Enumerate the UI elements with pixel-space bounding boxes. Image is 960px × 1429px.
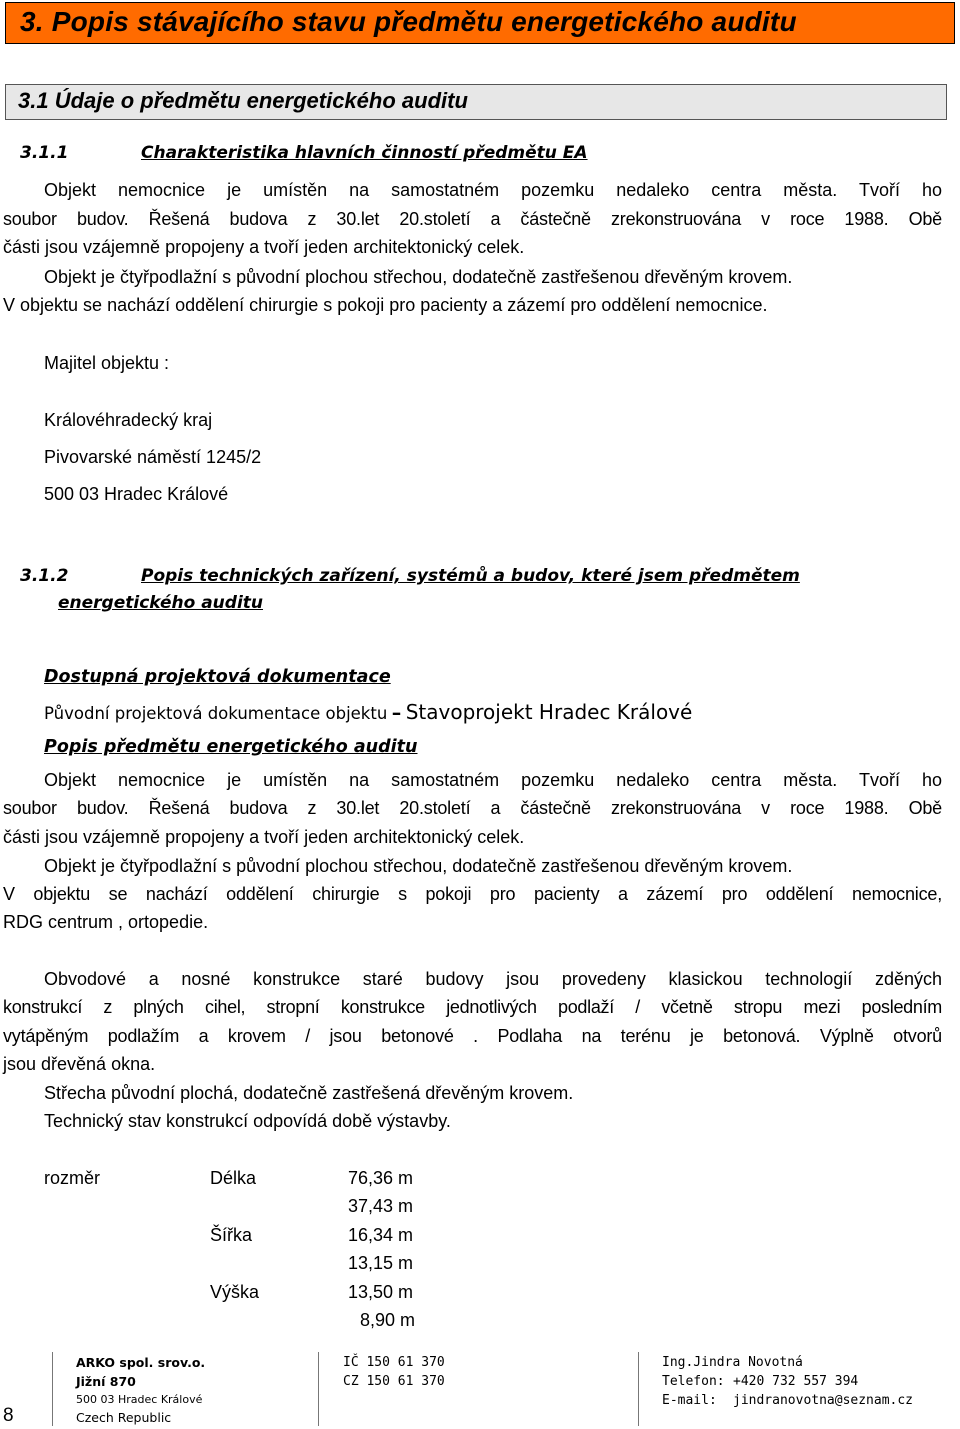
dimension-label-width: Šířka [210,1225,253,1245]
owner-name: Královéhradecký kraj [44,410,213,430]
dimension-value: 13,50 m [348,1282,414,1302]
documentation-author: Stavoprojekt Hradec Králové [405,700,693,724]
paragraph-line: soubor budov. Řešená budova z 30.let 20.století a částečně zrekonstruována v roce 1988. Obě [3,798,942,818]
dimension-value: 16,34 m [348,1225,414,1245]
paragraph-line: části jsou vzájemně propojeny a tvoří jeden architektonický celek. [3,237,525,257]
dimension-value: 13,15 m [348,1253,414,1273]
dimension-value: 8,90 m [360,1310,416,1330]
subsection-title-line2: energetického auditu [58,593,264,613]
footer-cz: CZ 150 61 370 [343,1374,445,1389]
paragraph-line: Objekt je čtyřpodlažní s původní plochou střechou, dodatečně zastřešenou dřevěným krovem. [44,267,793,287]
footer-divider [318,1352,319,1426]
footer-street: Jižní 870 [76,1374,136,1389]
dimensions-label: rozměr [44,1168,101,1188]
paragraph-line: Objekt je čtyřpodlažní s původní plochou střechou, dodatečně zastřešenou dřevěným krovem. [44,856,793,876]
paragraph-line: V objektu se nachází oddělení chirurgie s pokoji pro pacienty a zázemí pro oddělení nemocnice. [3,295,768,315]
dimension-value: 37,43 m [348,1196,414,1216]
paragraph-line: soubor budov. Řešená budova z 30.let 20.století a částečně zrekonstruována v roce 1988. Obě [3,209,942,229]
section-heading: 3.1 Údaje o předmětu energetického auditu [18,88,468,113]
subsection-number: 3.1.2 [20,566,69,586]
paragraph-line: vytápěným podlažím a krovem / jsou betonové . Podlaha na terénu je betonová. Výplně otvorů [3,1026,942,1046]
paragraph-line: Objekt nemocnice je umístěn na samostatném pozemku nedaleko centra města. Tvoří ho [44,180,942,200]
subsection-title-line1: Popis technických zařízení, systémů a budov, které jsem předmětem [141,566,800,586]
footer-city: 500 03 Hradec Králové [76,1393,203,1406]
documentation-line [44,700,692,724]
paragraph-line: části jsou vzájemně propojeny a tvoří jeden architektonický celek. [3,827,525,847]
description-heading: Popis předmětu energetického auditu [44,737,418,757]
paragraph-line: Technický stav konstrukcí odpovídá době výstavby. [44,1111,451,1131]
documentation-heading: Dostupná projektová dokumentace [44,667,391,687]
paragraph-line: konstrukcí z plných cihel, stropní konstrukce jednotlivých podlaží / včetně stropu mezi posledním [3,997,942,1017]
chapter-heading: 3. Popis stávajícího stavu předmětu energetického auditu [20,6,797,37]
paragraph-line: Střecha původní plochá, dodatečně zastřešená dřevěným krovem. [44,1083,574,1103]
footer-divider [638,1352,639,1426]
footer-company: ARKO spol. srov.o. [76,1355,206,1370]
subsection-title: Charakteristika hlavních činností předmětu EA [141,143,588,163]
dimension-label-height: Výška [210,1282,260,1302]
footer-contact-name: Ing.Jindra Novotná [662,1355,803,1370]
documentation-text: Původní projektová dokumentace objektu [44,704,388,723]
footer-email: jindranovotna@seznam.cz [733,1393,914,1408]
documentation-dash: – [391,702,402,724]
footer-divider [52,1352,53,1426]
footer-phone: +420 732 557 394 [733,1374,859,1389]
owner-city: 500 03 Hradec Králové [44,484,229,504]
paragraph-line: Objekt nemocnice je umístěn na samostatném pozemku nedaleko centra města. Tvoří ho [44,770,942,790]
paragraph-line: Obvodové a nosné konstrukce staré budovy jsou provedeny klasickou technologií zděných [44,969,942,989]
paragraph-line: RDG centrum , ortopedie. [3,912,209,932]
paragraph-line: V objektu se nachází oddělení chirurgie s pokoji pro pacienty a zázemí pro oddělení nemocnice, [3,884,942,904]
subsection-number: 3.1.1 [20,143,69,163]
dimension-label-length: Délka [210,1168,257,1188]
dimension-value: 76,36 m [348,1168,414,1188]
footer-email-label: E-mail: [662,1393,717,1408]
footer-phone-label: Telefon: [662,1374,725,1389]
owner-label: Majitel objektu : [44,353,170,373]
footer-ic: IČ 150 61 370 [343,1355,445,1370]
footer-country: Czech Republic [76,1410,172,1425]
owner-street: Pivovarské náměstí 1245/2 [44,447,262,467]
page-number: 8 [3,1405,14,1426]
paragraph-line: jsou dřevěná okna. [3,1054,156,1074]
